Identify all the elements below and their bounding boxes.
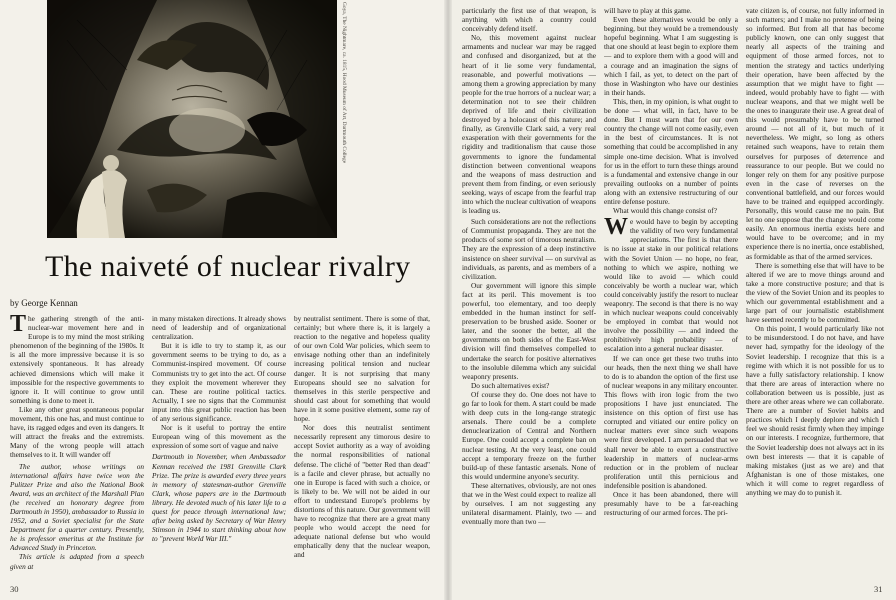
paragraph: This, then, in my opinion, is what ought to be done — what will, in fact, have to be done. But I must warn that for our own country the change will not come easily, even in the best of circumstances. It is not something that could be accomplished in any simple one-time decision. What is involved for us in the effort to turn these things around is a fundamental and extensive change in our prevailing outlooks on a number of points along with an extensive restructuring of our entire defense posture. bbox=[604, 96, 738, 206]
right-column-2 bbox=[604, 6, 738, 584]
drop-cap: T bbox=[10, 314, 27, 337]
page-number-right: 31 bbox=[874, 584, 883, 594]
prize-note: Dartmouth in November, when Ambassador Kennan received the 1981 Grenville Clark Prize. The prize is awarded every three years in memory of statesman-author Grenville Clark, whose papers are in the Dartmouth library. He devoted much of his later life to a quest for peace through international law; after being asked by Secretary of War Henry Stimson in 1944 to start thinking about how to "prevent World War III." bbox=[152, 452, 286, 544]
adaptation-note: This article is adapted from a speech given at bbox=[10, 552, 144, 571]
right-page bbox=[448, 0, 896, 600]
paragraph: But it is idle to try to stamp it, as our government seems to be trying to do, as a Communist-inspired movement. Of course Communists try to get into the act. Of course they exploit the movement wherever they can. These are routine political tactics. Actually, I see no signs that the Communist input into this great public reaction has been of any serious significance. bbox=[152, 341, 286, 424]
paragraph: particularly the first use of that weapon, is anything with which a country could conceivably defend itself. bbox=[462, 6, 596, 34]
page-number-left: 30 bbox=[10, 584, 19, 594]
page-gutter bbox=[444, 0, 452, 600]
paragraph: Like any other great spontaneous popular movement, this one has, and must continue to have, its ragged edges and even its dangers. It will attract the freaks and the extremists. Many of the wrong people will attach themselves to it. It will wander off bbox=[10, 404, 144, 460]
paragraph: Of course they do. One does not have to go far to look for them. A start could be made with deep cuts in the long-range strategic arsenals. There could be a complete denuclearization of Central and Northern Europe. One could accept a complete ban on nuclear testing. At the very least, one could accept a temporary freeze on the further build-up of these fantastic arsenals. None of this would undermine anyone's security. bbox=[462, 389, 596, 481]
opening-paragraph: The gathering strength of the anti-nuclear-war movement here and in Europe is to my mind the most striking phenomenon of the beginning of the 1980s. It is all the more impressive because it is so extensively spontaneous. It has already achieved dimensions which will make it impossible for the respective governments to ignore it. It will continue to grow until something is done to meet it. bbox=[10, 314, 144, 405]
right-column-1 bbox=[462, 6, 596, 584]
paragraph: Nor does this neutralist sentiment necessarily represent any timorous desire to accept Soviet authority as a way of avoiding the normal responsibilities of national defense. The cliché of "better Red than dead" is a facile and clever phrase, but actually no one in Europe is faced with such a choice, or is likely to be. We will not be aided in our effort to understand Europe's problems by distortions of this nature. Our government will have to recognize that there are a great many people who would accept the need for adequate national defense but who would emphatically deny that the nuclear weapon, and bbox=[294, 423, 430, 560]
paragraph: will have to play at this game. bbox=[604, 6, 692, 15]
paragraph: Nor is it useful to portray the entire European wing of this movement as the expression of some sort of vague and naive bbox=[152, 423, 286, 451]
paragraph: vate citizen is, of course, not fully informed in such matters; and I make no pretense of being so informed. But from all that has become publicly known, one can only suggest that nearly all aspects of the training and equipment of those armed forces, not to mention the strategy and tactics underlying their operation, have been affected by the assumption that we might have to fight — indeed, would probably have to fight — with nuclear weapons, and that we might well be the ones to inaugurate their use. A great deal of this would presumably have to be turned around — not all of it, but much of it nevertheless. We might, so long as others retained such weapons, have to retain them ourselves for purposes of deterrence and reassurance to our people. But we could no longer rely on them for any positive purpose even in the case of reverses on the conventional battlefield, and our forces would have to be trained and equipped accordingly. Personally, this would cause me no pain. But let no one suppose that the change would come easily. An enormous inertia exists here and would have to be overcome; and in my experience there is no inertia, once established, as formidable as that of the armed services. bbox=[746, 6, 884, 261]
drop-cap: W bbox=[604, 214, 628, 241]
paragraph: What would this change consist of? bbox=[613, 206, 717, 216]
section-opening-paragraph: We would have to begin by accepting the validity of two very fundamental appreciations. The first is that there is no issue at stake in our political relations with the Soviet Union — no hope, no fear, nothing to which we aspire, nothing we would like to avoid — which could conceivably be worth a nuclear war, which could conceivably justify the resort to nuclear weaponry. The second is that there is no way in which nuclear weapons could conceivably be employed in combat that would not involve the possibility — and indeed the prohibitively high probability — of escalation into a general nuclear disaster. bbox=[604, 214, 738, 354]
paragraph: by neutralist sentiment. There is some of that, certainly; but where there is, it is largely a reaction to the negative and hopeless quality of our own Cold War policies, which seem to envisage nothing other than an indefinitely increasing political tension and nuclear danger. It is not surprising that many Europeans should see no salvation for themselves in this sterile perspective and should cast about for something that would have in it some positive element, some ray of hope. bbox=[294, 314, 430, 424]
left-column-2 bbox=[152, 314, 286, 586]
article-title: The naiveté of nuclear rivalry bbox=[45, 250, 411, 283]
author-bio: The author, whose writings on international affairs have twice won the Pulitzer Prize and also the National Book Award, was an architect of the Marshall Plan (he received an honorary degree from Dartmouth in 1950), ambassador to Russia in 1952, and a Soviet specialist for the State Department for a quarter century. Presently, he is professor emeritus at the Institute for Advanced Study in Princeton. bbox=[10, 461, 144, 553]
etching-picture bbox=[47, 0, 337, 238]
paragraph: No, this movement against nuclear armaments and nuclear war may be ragged and confused and disorganized, but at the heart of it lie some very fundamental, reasonable, and powerful motivations — among them a growing appreciation by many people for the true horrors of a nuclear war; a determination not to see their children deprived of life and their civilization destroyed by a holocaust of this nature; and finally, as Grenville Clark said, a very real exasperation with their governments for the rigidity and traditionalism that cause those governments to ignore the fundamental distinction between conventional weapons and the weapons of mass destruction and prevent them from finding, or even seriously seeking, ways of escape from the fearful trap into which the nuclear cultivation of weapons is leading us. bbox=[462, 33, 596, 216]
photo-credit: Goya, The Nightmare, ca. 1815, Hood Museum of Art, Dartmouth College bbox=[341, 2, 347, 164]
paragraph: On this point, I would particularly like not to be misunderstood. I do not have, and have never had, sympathy for the ideology of the Soviet leadership. I recognize that this is a regime with which it is not possible for us to have a fully satisfactory relationship. I know that there are areas of interaction where no collaboration between us is possible, just as there are other areas where we can collaborate. There are a number of Soviet habits and practices which I deeply deplore and which I feel we should resist firmly when they impinge on our interests. I recognize, furthermore, that the Soviet leadership does not always act in its own best interests — that it is capable of making mistakes (just as we are) and that Afghanistan is one of those mistakes, one which it will come to regret regardless of anything we may do to punish it. bbox=[746, 324, 884, 497]
paragraph: Even these alternatives would be only a beginning, but they would be a tremendously hopeful beginning. What I am suggesting is that one should at least begin to explore them — and to explore them with a good will and a courage and an imagination the signs of which I fail, as yet, to detect on the part of those in Washington who have our destinies in their hands. bbox=[604, 15, 738, 97]
paragraph: in many mistaken directions. It already shows need of leadership and of organizational centralization. bbox=[152, 314, 286, 342]
paragraph: These alternatives, obviously, are not ones that we in the West could expect to realize all by ourselves. I am not suggesting any unilateral disarmament. Plainly, two — and eventually more than two — bbox=[462, 480, 596, 527]
paragraph: Our government will ignore this simple fact at its peril. This movement is too powerful, too elementary, and too deeply embedded in the human instinct for self-preservation to be brushed aside. Sooner or later, and the sooner the better, all the governments on both sides of the East-West division will find themselves compelled to undertake the search for positive alternatives to the insoluble dilemma which any suicidal weaponry presents. bbox=[462, 280, 596, 381]
paragraph: If we can once get these two truths into our heads, then the next thing we shall have to do is to abandon the option of the first use of nuclear weapons in any military encounter. This flows with iron logic from the two propositions I have just enunciated. The insistence on this option of first use has corrupted and vitiated our entire policy on nuclear matters ever since such weapons were first developed. I am persuaded that we shall never be able to exert a constructive leadership in matters of nuclear-arms reduction or in the problem of nuclear proliferation until this pernicious and indefensible position is abandoned. bbox=[604, 353, 738, 490]
paragraph: Once it has been abandoned, there will presumably have to be a far-reaching restructuring of our armed forces. The pri- bbox=[604, 489, 738, 518]
right-column-3 bbox=[746, 6, 884, 584]
byline: by George Kennan bbox=[10, 298, 78, 308]
left-column-3 bbox=[294, 314, 430, 586]
paragraph: Such considerations are not the reflections of Communist propaganda. They are not the products of some sort of timorous neutralism. They are the expression of a deep instinctive insistence on sheer survival — on survival as individuals, as parents, and as members of a civilization. bbox=[462, 217, 596, 281]
goya-nightmare-illustration bbox=[47, 0, 337, 238]
left-column-1 bbox=[10, 314, 144, 586]
paragraph: There is something else that will have to be altered if we are to move things around and take a more constructive posture; and that is the view of the Soviet Union and its peoples to which our governmental establishment and a large part of our journalistic establishment have seemed recently to be committed. bbox=[746, 260, 884, 325]
paragraph: Do such alternatives exist? bbox=[471, 380, 550, 390]
